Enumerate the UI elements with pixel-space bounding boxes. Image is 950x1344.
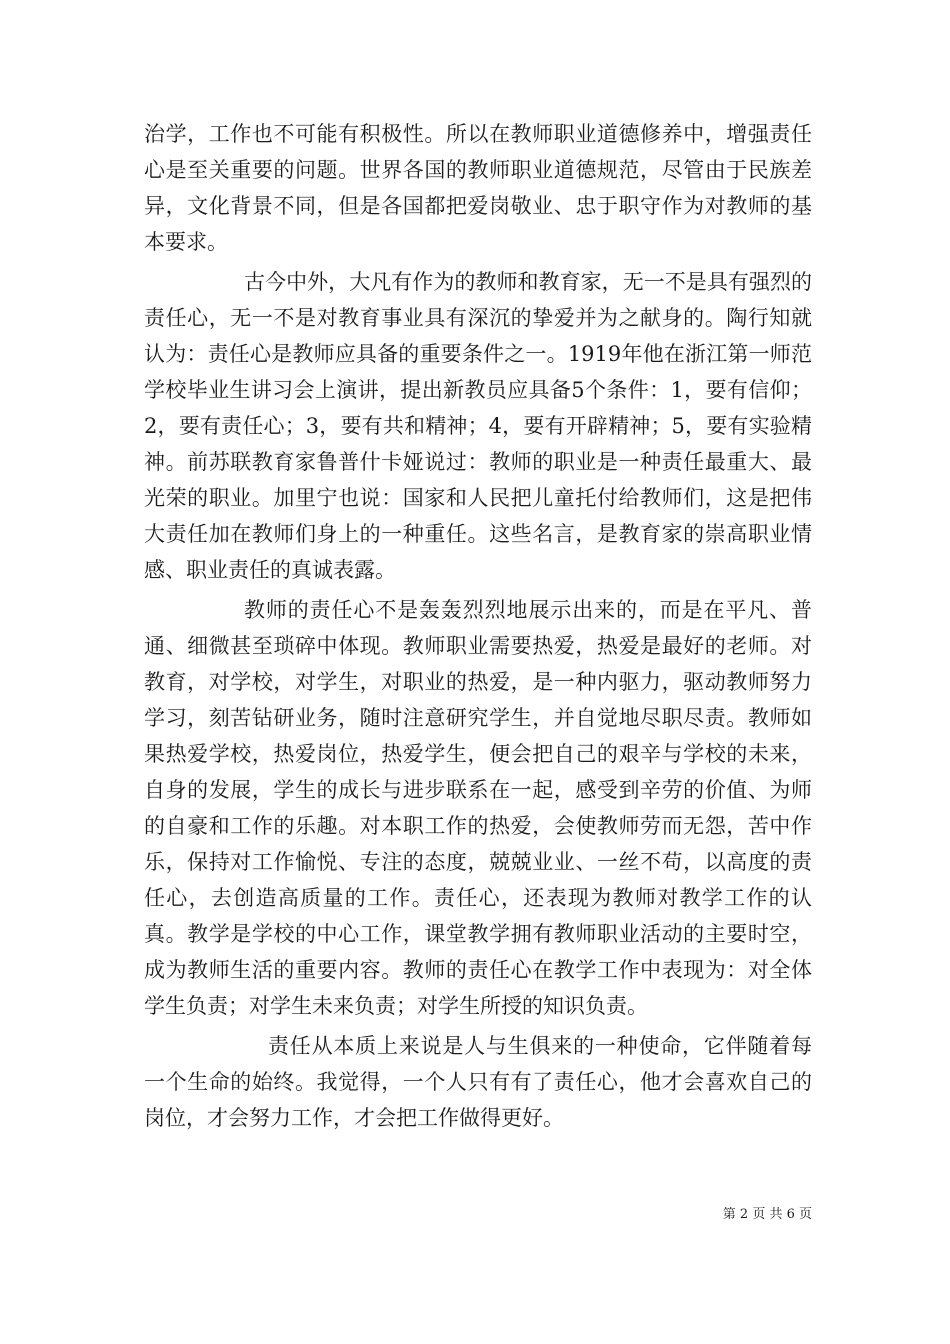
paragraph-2: 古今中外，大凡有作为的教师和教育家，无一不是具有强烈的责任心，无一不是对教育事业具有深沉的挚爱并为之献身的。陶行知就认为：责任心是教师应具备的重要条件之一。1919年他在浙江第一师范学校毕业生讲习会上演讲，提出新教员应具备5个条件：1，要有信仰；2，要有责任心；3，要有共和精神；4，要有开辟精神；5，要有实验精神。前苏联教育家鲁普什卡娅说过：教师的职业是一种责任最重大、最光荣的职业。加里宁也说：国家和人民把儿童托付给教师们，这是把伟大责任加在教师们身上的一种重任。这些名言，是教育家的崇高职业情感、职业责任的真诚表露。 xyxy=(144,270,812,582)
document-body xyxy=(144,116,812,1136)
paragraph-1: 治学，工作也不可能有积极性。所以在教师职业道德修养中，增强责任心是至关重要的问题。世界各国的教师职业道德规范，尽管由于民族差异，文化背景不同，但是各国都把爱岗敬业、忠于职守作为对教师的基本要求。 xyxy=(144,122,812,254)
page-number-footer: 第 2 页 共 6 页 xyxy=(722,1207,812,1222)
paragraph-3: 教师的责任心不是轰轰烈烈地展示出来的，而是在平凡、普通、细微甚至琐碎中体现。教师职业需要热爱，热爱是最好的老师。对教育，对学校，对学生，对职业的热爱，是一种内驱力，驱动教师努力学习，刻苦钻研业务，随时注意研究学生，并自觉地尽职尽责。教师如果热爱学校，热爱岗位，热爱学生，便会把自己的艰辛与学校的未来，自身的发展，学生的成长与进步联系在一起，感受到辛劳的价值、为师的自豪和工作的乐趣。对本职工作的热爱，会使教师劳而无怨，苦中作乐，保持对工作愉悦、专注的态度，兢兢业业、一丝不苟，以高度的责任心，去创造高质量的工作。责任心，还表现为教师对教学工作的认真。教学是学校的中心工作，课堂教学拥有教师职业活动的主要时空，成为教师生活的重要内容。教师的责任心在教学工作中表现为：对全体学生负责；对学生未来负责；对学生所授的知识负责。 xyxy=(144,598,812,1018)
paragraph-4: 责任从本质上来说是人与生俱来的一种使命，它伴随着每一个生命的始终。我觉得，一个人只有有了责任心，他才会喜欢自己的岗位，才会努力工作，才会把工作做得更好。 xyxy=(144,1034,812,1130)
